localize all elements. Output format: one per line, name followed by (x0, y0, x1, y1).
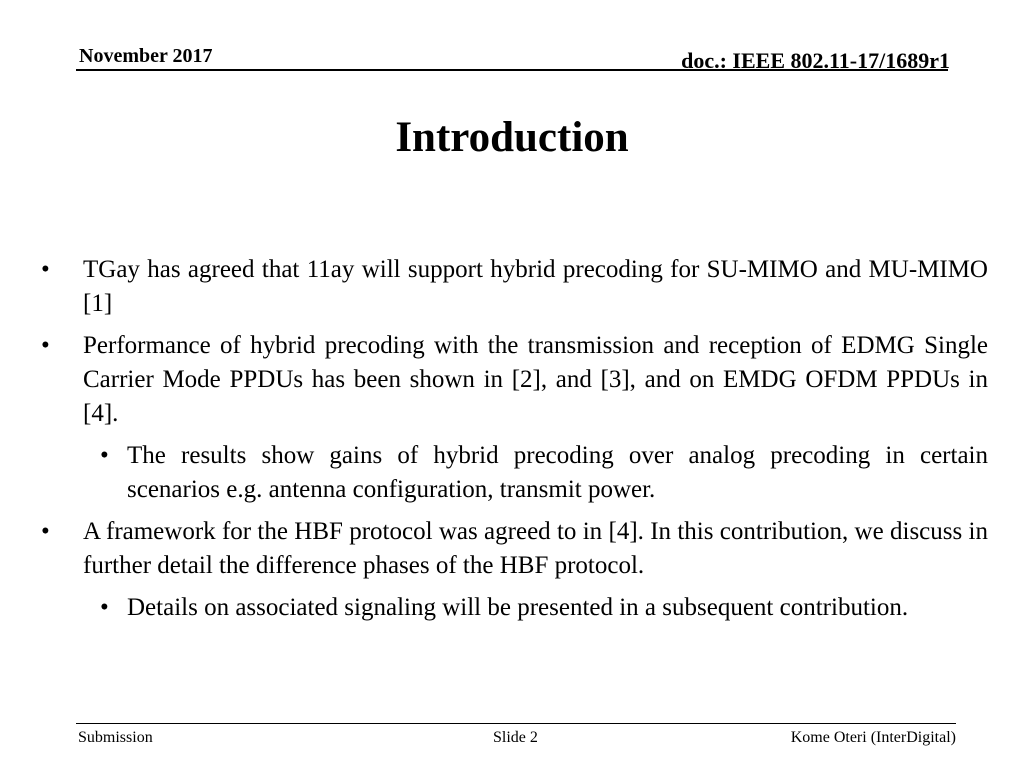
bullet-marker: • (41, 332, 50, 359)
footer-author: Kome Oteri (InterDigital) (790, 729, 956, 746)
bullet-item (38, 253, 988, 321)
footer-divider (76, 723, 956, 724)
sub-bullet-item (38, 591, 988, 625)
bullet-marker: • (41, 518, 50, 545)
header-divider (76, 69, 948, 71)
header-date: November 2017 (79, 45, 213, 67)
slide-number: Slide 2 (493, 729, 538, 746)
bullet-text: TGay has agreed that 11ay will support hybrid precoding for SU-MIMO and MU-MIMO [1] (83, 256, 988, 317)
bullet-marker: • (41, 256, 50, 283)
bullet-marker: • (100, 442, 109, 469)
document-id: doc.: IEEE 802.11-17/1689r1 (681, 48, 950, 73)
bullet-text: Details on associated signaling will be presented in a subsequent contribution. (127, 594, 909, 621)
bullet-text: Performance of hybrid precoding with the transmission and reception of EDMG Single Carrier Mode PPDUs has been shown in [2], and [3], and on EMDG OFDM PPDUs in [4]. (83, 332, 988, 427)
bullet-text: A framework for the HBF protocol was agreed to in [4]. In this contribution, we discuss in further detail the difference phases of the HBF protocol. (83, 518, 988, 579)
slide-title: Introduction (395, 114, 629, 161)
slide-body (38, 253, 988, 633)
bullet-item (38, 515, 988, 583)
bullet-text: The results show gains of hybrid precoding over analog precoding in certain scenarios e.g. antenna configuration, transmit power. (127, 442, 988, 503)
bullet-item (38, 329, 988, 431)
bullet-marker: • (100, 594, 109, 621)
footer-submission: Submission (78, 729, 153, 746)
sub-bullet-item (38, 439, 988, 507)
